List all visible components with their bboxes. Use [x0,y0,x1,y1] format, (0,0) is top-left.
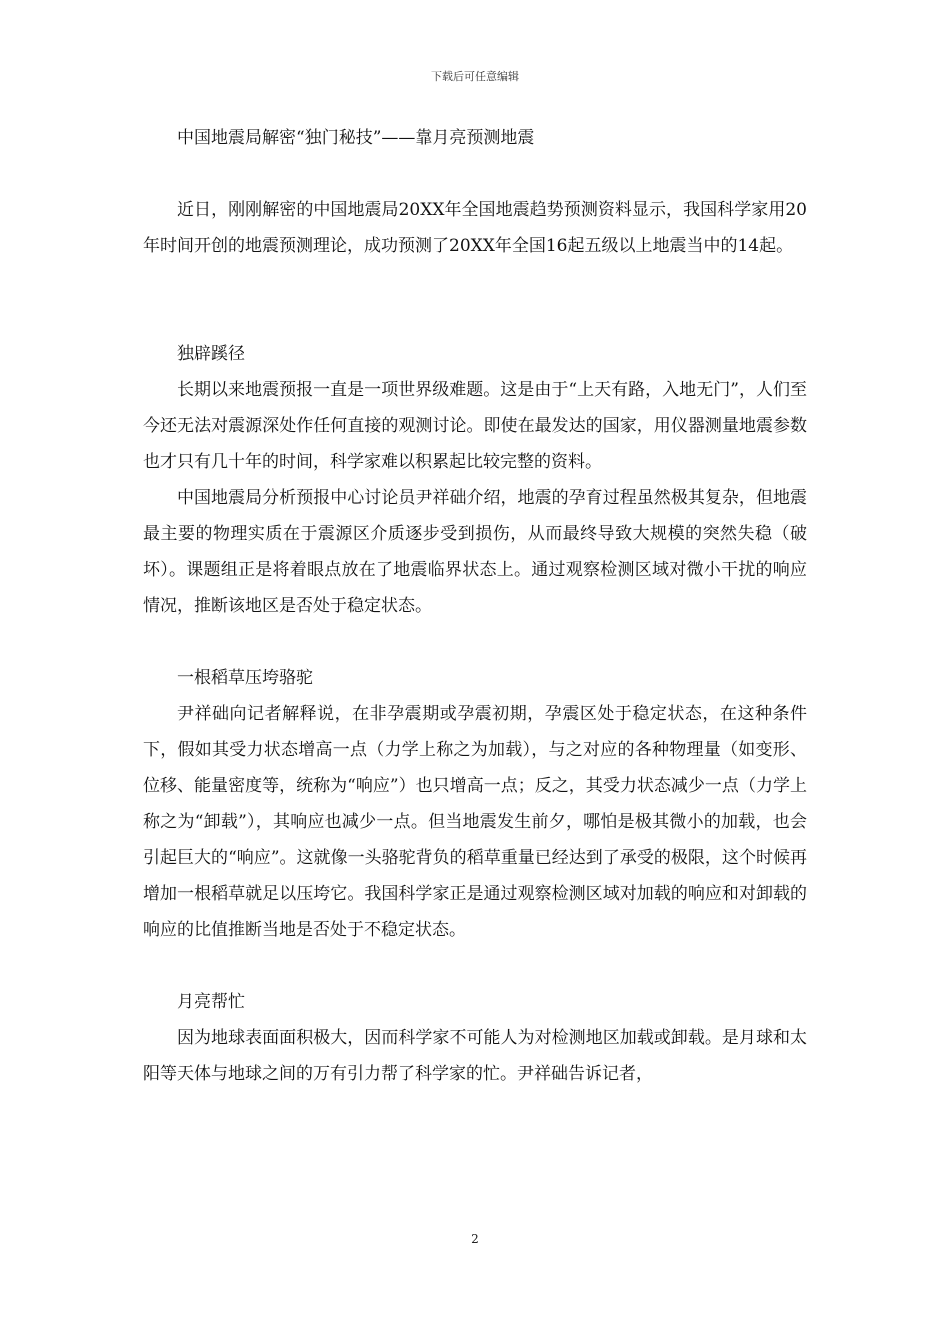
section-heading: 一根稻草压垮骆驼 [177,668,313,688]
section-heading: 独辟蹊径 [177,344,245,364]
section-paragraph: 尹祥础向记者解释说，在非孕震期或孕震初期，孕震区处于稳定状态，在这种条件下，假如其受力状态增高一点（力学上称之为加载），与之对应的各种物理量（如变形、位移、能量密度等，统称为“响应”）也只增高一点；反之，其受力状态减少一点（力学上称之为“卸载”），其响应也减少一点。但当地震发生前夕，哪怕是极其微小的加载，也会引起巨大的“响应”。这就像一头骆驼背负的稻草重量已经达到了承受的极限，这个时候再增加一根稻草就足以压垮它。我国科学家正是通过观察检测区域对加载的响应和对卸载的响应的比值推断当地是否处于不稳定状态。 [143,704,807,940]
page-number: 2 [471,1232,479,1246]
section-paragraph: 长期以来地震预报一直是一项世界级难题。这是由于“上天有路，入地无门”，人们至今还无法对震源深处作任何直接的观测讨论。即使在最发达的国家，用仪器测量地震参数也才只有几十年的时间，科学家难以积累起比较完整的资料。 [143,380,807,472]
intro-paragraph: 近日，刚刚解密的中国地震局20XX年全国地震趋势预测资料显示，我国科学家用20年时间开创的地震预测理论，成功预测了20XX年全国16起五级以上地震当中的14起。 [143,200,807,256]
spacer [143,624,807,660]
section-paragraph: 因为地球表面面积极大，因而科学家不可能人为对检测地区加载或卸载。是月球和太阳等天体与地球之间的万有引力帮了科学家的忙。尹祥础告诉记者， [143,1028,807,1084]
spacer [143,300,807,336]
spacer [143,264,807,300]
spacer [143,948,807,984]
document-body [143,120,807,1092]
section-heading: 月亮帮忙 [177,992,245,1012]
header-note: 下载后可任意编辑 [431,70,519,83]
article-title: 中国地震局解密“独门秘技”——靠月亮预测地震 [177,128,535,148]
section-paragraph: 中国地震局分析预报中心讨论员尹祥础介绍，地震的孕育过程虽然极其复杂，但地震最主要的物理实质在于震源区介质逐步受到损伤，从而最终导致大规模的突然失稳（破坏）。课题组正是将着眼点放在了地震临界状态上。通过观察检测区域对微小干扰的响应情况，推断该地区是否处于稳定状态。 [143,488,807,616]
